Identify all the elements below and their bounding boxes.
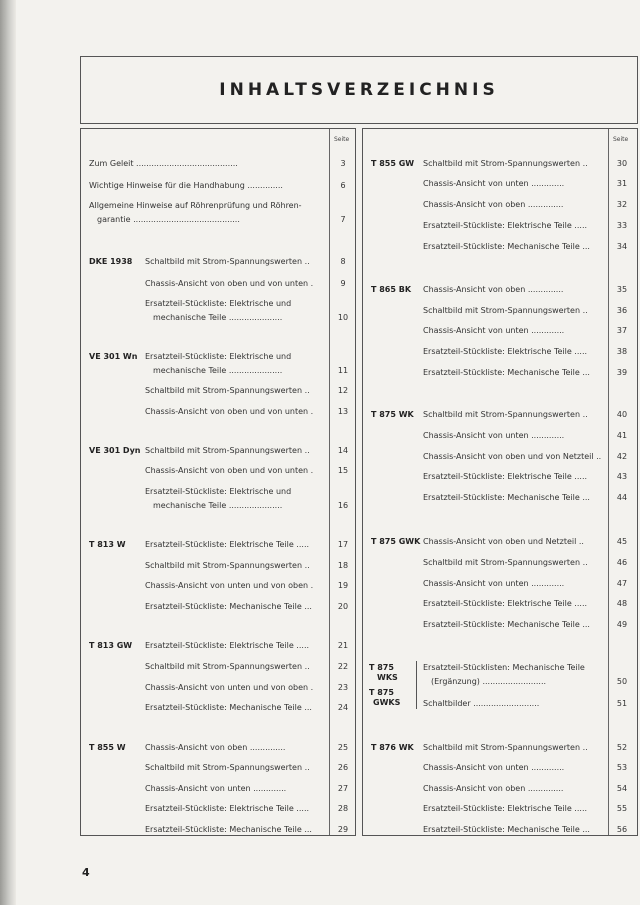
toc-entry: Chassis-Ansicht von oben und von unten . xyxy=(145,279,314,288)
grouping-bracket xyxy=(416,661,417,709)
model-label: VE 301 Dyn xyxy=(89,446,141,455)
toc-column-left xyxy=(80,128,356,836)
toc-entry: Zum Geleit ........................................ xyxy=(89,159,238,168)
toc-page-number: 55 xyxy=(616,804,628,813)
toc-page-number: 14 xyxy=(337,446,349,455)
toc-page-number: 40 xyxy=(616,410,628,419)
toc-page-number: 16 xyxy=(337,501,349,510)
toc-entry: Ersatzteil-Stückliste: Elektrische und xyxy=(145,352,292,361)
toc-page-number: 26 xyxy=(337,763,349,772)
toc-page-number: 48 xyxy=(616,599,628,608)
toc-entry: Chassis-Ansicht von unten ............. xyxy=(423,179,565,188)
toc-page-number: 24 xyxy=(337,703,349,712)
toc-entry: Chassis-Ansicht von oben .............. xyxy=(423,285,564,294)
toc-page-number: 46 xyxy=(616,558,628,567)
toc-page-number: 35 xyxy=(616,285,628,294)
toc-entry: mechanische Teile ..................... xyxy=(153,313,283,322)
toc-entry: Chassis-Ansicht von oben und von Netzteil .. xyxy=(423,452,602,461)
toc-entry: mechanische Teile ..................... xyxy=(153,366,283,375)
toc-entry: Chassis-Ansicht von oben und von unten . xyxy=(145,407,314,416)
toc-entry: Chassis-Ansicht von unten und von oben . xyxy=(145,683,314,692)
toc-page-number: 23 xyxy=(337,683,349,692)
toc-page-number: 9 xyxy=(340,279,346,288)
toc-page-number: 53 xyxy=(616,763,628,772)
toc-page-number: 25 xyxy=(337,743,349,752)
toc-entry: Schaltbild mit Strom-Spannungswerten .. xyxy=(423,159,588,168)
toc-entry: Chassis-Ansicht von unten ............. xyxy=(423,579,565,588)
toc-entry: Ersatzteil-Stückliste: Elektrische Teile ..... xyxy=(145,641,310,650)
toc-entry: Ersatzteil-Stückliste: Mechanische Teile ... xyxy=(145,825,312,834)
toc-entry: Ersatzteil-Stückliste: Elektrische Teile ..... xyxy=(145,540,310,549)
toc-entry: Schaltbilder .......................... xyxy=(423,699,540,708)
toc-entry: Ersatzteil-Stückliste: Elektrische Teile ..... xyxy=(423,472,588,481)
toc-page-number: 44 xyxy=(616,493,628,502)
toc-entry: Ersatzteil-Stückliste: Mechanische Teile ... xyxy=(423,493,590,502)
toc-page-number: 31 xyxy=(616,179,628,188)
toc-entry: mechanische Teile ..................... xyxy=(153,501,283,510)
toc-page-number: 21 xyxy=(337,641,349,650)
toc-page-number: 30 xyxy=(616,159,628,168)
toc-entry: Chassis-Ansicht von unten ............. xyxy=(423,431,565,440)
toc-entry: Chassis-Ansicht von unten ............. xyxy=(423,326,565,335)
toc-entry: Schaltbild mit Strom-Spannungswerten .. xyxy=(423,743,588,752)
toc-page-number: 36 xyxy=(616,306,628,315)
toc-entry: Chassis-Ansicht von unten und von oben . xyxy=(145,581,314,590)
model-label: VE 301 Wn xyxy=(89,352,138,361)
toc-entry: Schaltbild mit Strom-Spannungswerten .. xyxy=(145,446,310,455)
seite-header: Seite xyxy=(613,136,629,143)
toc-page-number: 29 xyxy=(337,825,349,834)
toc-page-number: 3 xyxy=(340,159,346,168)
toc-page-number: 41 xyxy=(616,431,628,440)
toc-entry: Schaltbild mit Strom-Spannungswerten .. xyxy=(145,763,310,772)
toc-page-number: 52 xyxy=(616,743,628,752)
model-label: T 876 WK xyxy=(371,743,414,752)
toc-entry: Schaltbild mit Strom-Spannungswerten .. xyxy=(145,386,310,395)
model-label: T 875 GWK xyxy=(371,537,421,546)
toc-entry: Schaltbild mit Strom-Spannungswerten .. xyxy=(423,306,588,315)
toc-page-number: 56 xyxy=(616,825,628,834)
page-binding-edge xyxy=(0,0,16,905)
toc-page-number: 7 xyxy=(340,215,346,224)
toc-entry: Ersatzteil-Stückliste: Elektrische Teile ..... xyxy=(145,804,310,813)
toc-entry: Ersatzteil-Stückliste: Mechanische Teile ... xyxy=(423,242,590,251)
toc-page-number: 11 xyxy=(337,366,349,375)
column-separator xyxy=(608,129,609,835)
model-label: T 875 xyxy=(369,688,394,697)
toc-entry: Ersatzteil-Stückliste: Elektrische und xyxy=(145,299,292,308)
toc-entry: Ersatzteil-Stückliste: Elektrische Teile ..... xyxy=(423,804,588,813)
toc-entry: Wichtige Hinweise für die Handhabung .............. xyxy=(89,181,283,190)
toc-entry: Ersatzteil-Stückliste: Mechanische Teile ... xyxy=(145,703,312,712)
toc-page-number: 37 xyxy=(616,326,628,335)
toc-column-right xyxy=(362,128,638,836)
toc-page-number: 15 xyxy=(337,466,349,475)
toc-entry: Ersatzteil-Stückliste: Mechanische Teile ... xyxy=(423,368,590,377)
model-label: T 855 GW xyxy=(371,159,415,168)
toc-page-number: 50 xyxy=(616,677,628,686)
toc-entry: Schaltbild mit Strom-Spannungswerten .. xyxy=(423,558,588,567)
model-label: T 865 BK xyxy=(371,285,412,294)
toc-page-number: 19 xyxy=(337,581,349,590)
toc-entry: Chassis-Ansicht von oben .............. xyxy=(423,200,564,209)
toc-entry: Schaltbild mit Strom-Spannungswerten .. xyxy=(145,257,310,266)
model-label: T 855 W xyxy=(89,743,126,752)
toc-entry: (Ergänzung) ......................... xyxy=(431,677,547,686)
toc-page-number: 39 xyxy=(616,368,628,377)
page-title: INHALTSVERZEICHNIS xyxy=(219,80,499,100)
toc-entry: Ersatzteil-Stücklisten: Mechanische Teile xyxy=(423,663,585,672)
toc-entry: Chassis-Ansicht von oben .............. xyxy=(145,743,286,752)
toc-entry: Ersatzteil-Stückliste: Elektrische und xyxy=(145,487,292,496)
model-label-suffix: WKS xyxy=(377,673,398,682)
toc-entry: Chassis-Ansicht von oben .............. xyxy=(423,784,564,793)
model-label: DKE 1938 xyxy=(89,257,133,266)
toc-page-number: 20 xyxy=(337,602,349,611)
toc-page-number: 8 xyxy=(340,257,346,266)
model-label: T 813 W xyxy=(89,540,126,549)
toc-page-number: 43 xyxy=(616,472,628,481)
toc-page-number: 28 xyxy=(337,804,349,813)
toc-entry: Chassis-Ansicht von unten ............. xyxy=(423,763,565,772)
toc-entry: Allgemeine Hinweise auf Röhrenprüfung und Röhren- xyxy=(89,201,302,210)
model-label: T 875 WK xyxy=(371,410,414,419)
toc-entry: Chassis-Ansicht von oben und Netzteil .. xyxy=(423,537,584,546)
toc-page-number: 47 xyxy=(616,579,628,588)
page-number: 4 xyxy=(82,866,90,879)
model-label: T 875 xyxy=(369,663,394,672)
toc-entry: garantie .......................................... xyxy=(97,215,240,224)
toc-page-number: 10 xyxy=(337,313,349,322)
toc-page-number: 33 xyxy=(616,221,628,230)
toc-entry: Schaltbild mit Strom-Spannungswerten .. xyxy=(145,561,310,570)
toc-page-number: 6 xyxy=(340,181,346,190)
toc-page-number: 34 xyxy=(616,242,628,251)
toc-page-number: 22 xyxy=(337,662,349,671)
toc-page-number: 27 xyxy=(337,784,349,793)
toc-page-number: 49 xyxy=(616,620,628,629)
toc-page-number: 45 xyxy=(616,537,628,546)
toc-entry: Ersatzteil-Stückliste: Mechanische Teile ... xyxy=(423,825,590,834)
toc-page-number: 38 xyxy=(616,347,628,356)
toc-entry: Chassis-Ansicht von oben und von unten . xyxy=(145,466,314,475)
toc-entry: Ersatzteil-Stückliste: Mechanische Teile ... xyxy=(145,602,312,611)
toc-entry: Ersatzteil-Stückliste: Elektrische Teile ..... xyxy=(423,599,588,608)
model-label-suffix: GWKS xyxy=(373,698,401,707)
toc-entry: Ersatzteil-Stückliste: Elektrische Teile ..... xyxy=(423,221,588,230)
toc-entry: Ersatzteil-Stückliste: Elektrische Teile ..... xyxy=(423,347,588,356)
toc-page-number: 12 xyxy=(337,386,349,395)
toc-page-number: 17 xyxy=(337,540,349,549)
seite-header: Seite xyxy=(334,136,350,143)
toc-page-number: 54 xyxy=(616,784,628,793)
toc-entry: Chassis-Ansicht von unten ............. xyxy=(145,784,287,793)
toc-entry: Ersatzteil-Stückliste: Mechanische Teile ... xyxy=(423,620,590,629)
toc-entry: Schaltbild mit Strom-Spannungswerten .. xyxy=(423,410,588,419)
toc-page-number: 42 xyxy=(616,452,628,461)
model-label: T 813 GW xyxy=(89,641,133,650)
title-box xyxy=(80,56,638,124)
toc-page-number: 51 xyxy=(616,699,628,708)
toc-page-number: 18 xyxy=(337,561,349,570)
toc-entry: Schaltbild mit Strom-Spannungswerten .. xyxy=(145,662,310,671)
toc-page-number: 13 xyxy=(337,407,349,416)
column-separator xyxy=(329,129,330,835)
toc-page-number: 32 xyxy=(616,200,628,209)
